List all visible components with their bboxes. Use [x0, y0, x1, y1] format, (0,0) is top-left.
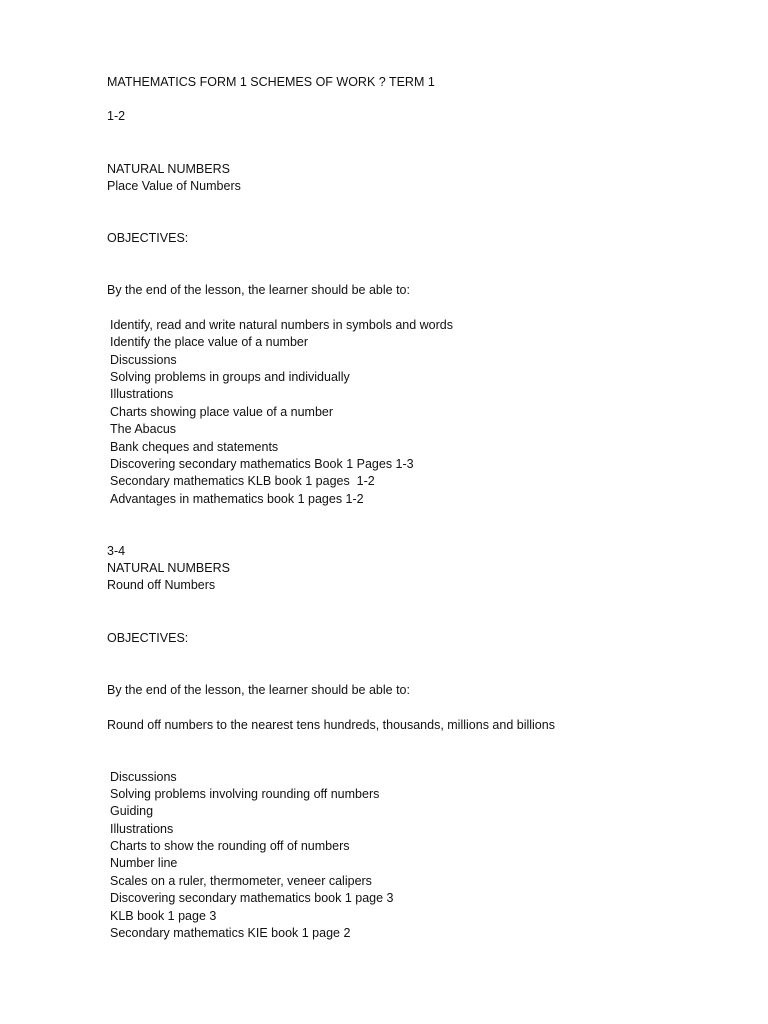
list-item: Advantages in mathematics book 1 pages 1-2	[110, 492, 364, 506]
objectives-heading: OBJECTIVES:	[107, 631, 189, 645]
list-item: Charts to show the rounding off of numbers	[110, 839, 350, 853]
list-item: Guiding	[110, 804, 154, 818]
list-item: Illustrations	[110, 822, 174, 836]
list-item: Discussions	[110, 770, 177, 784]
list-item: Secondary mathematics KLB book 1 pages 1-2	[110, 474, 375, 488]
list-item: Discovering secondary mathematics Book 1 Pages 1-3	[110, 457, 414, 471]
objectives-intro: By the end of the lesson, the learner should be able to:	[107, 283, 410, 297]
objective-text: Round off numbers to the nearest tens hundreds, thousands, millions and billions	[107, 718, 555, 732]
list-item: Discussions	[110, 353, 177, 367]
list-item: Bank cheques and statements	[110, 440, 279, 454]
list-item: Solving problems in groups and individually	[110, 370, 350, 384]
section-topic: NATURAL NUMBERS	[107, 162, 230, 176]
document-title: MATHEMATICS FORM 1 SCHEMES OF WORK ? TERM 1	[107, 75, 435, 89]
list-item: Discovering secondary mathematics book 1 page 3	[110, 891, 394, 905]
list-item: The Abacus	[110, 422, 177, 436]
list-item: Solving problems involving rounding off numbers	[110, 787, 380, 801]
list-item: Charts showing place value of a number	[110, 405, 334, 419]
objectives-intro: By the end of the lesson, the learner should be able to:	[107, 683, 410, 697]
list-item: Illustrations	[110, 387, 174, 401]
objectives-heading: OBJECTIVES:	[107, 231, 189, 245]
section-subtopic: Place Value of Numbers	[107, 179, 241, 193]
section-weeks: 3-4	[107, 544, 126, 558]
list-item: Secondary mathematics KIE book 1 page 2	[110, 926, 351, 940]
list-item: Scales on a ruler, thermometer, veneer calipers	[110, 874, 372, 888]
section-weeks: 1-2	[107, 109, 126, 123]
list-item: Identify, read and write natural numbers in symbols and words	[110, 318, 453, 332]
list-item: Number line	[110, 856, 178, 870]
section-subtopic: Round off Numbers	[107, 578, 216, 592]
list-item: KLB book 1 page 3	[110, 909, 217, 923]
list-item: Identify the place value of a number	[110, 335, 309, 349]
section-topic: NATURAL NUMBERS	[107, 561, 230, 575]
